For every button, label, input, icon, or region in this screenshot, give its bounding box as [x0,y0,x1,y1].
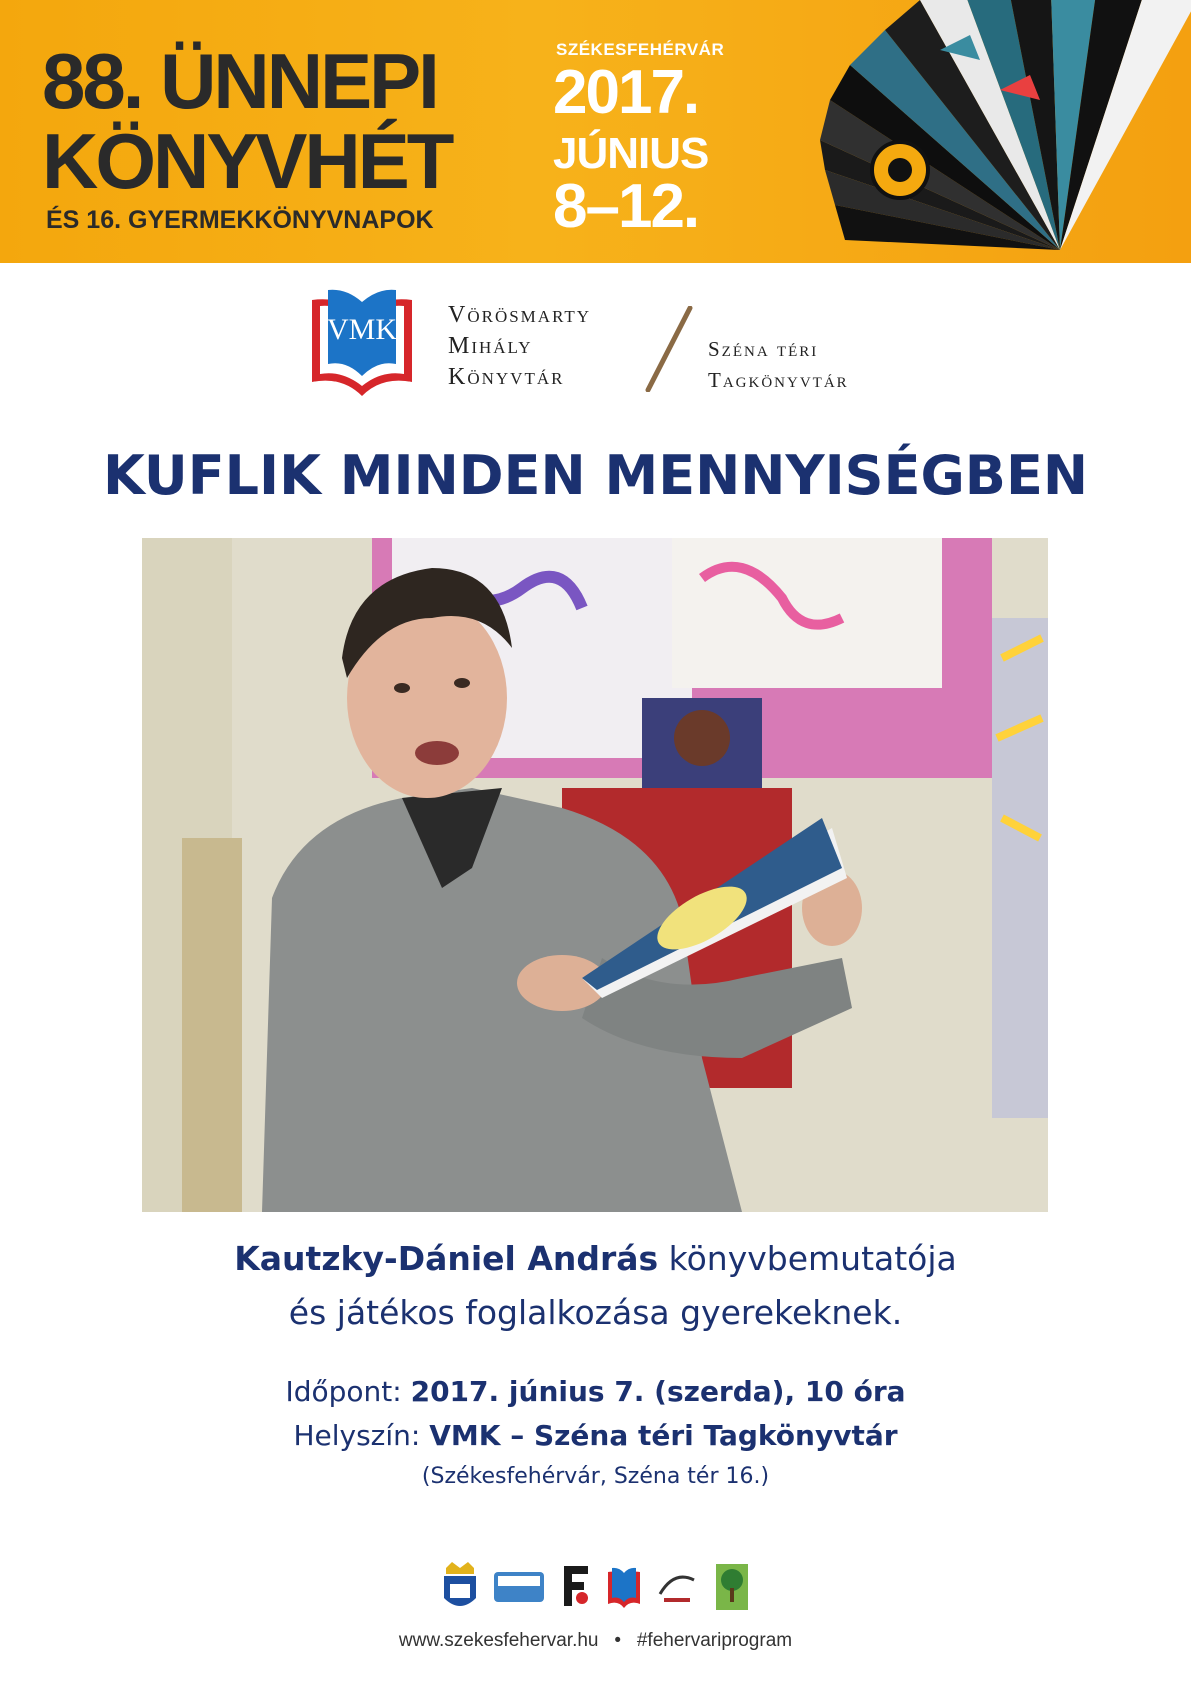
vmk-logo-text: VMK [326,313,398,346]
place-row [0,1414,1191,1458]
description-rest: könyvbemutatója [658,1239,957,1278]
time-label: Időpont: [285,1375,411,1408]
banner-year: 2017. [553,58,699,127]
vmk-book-icon [604,1560,644,1614]
time-row [0,1370,1191,1414]
footer-links [0,1630,1191,1652]
description-line1 [0,1232,1191,1286]
library-name-line3: Könyvtár [448,364,565,390]
library-name [448,300,591,393]
fehervar-f-icon [558,1560,594,1614]
website-link[interactable]: www.szekesfehervar.hu [398,1630,599,1651]
ship-logo-icon [654,1560,700,1614]
place-value: VMK – Széna téri Tagkönyvtár [429,1419,898,1452]
place-label: Helyszín: [293,1419,430,1452]
branch-name [708,334,849,396]
event-description [0,1232,1191,1340]
banner-title-line2: KÖNYVHÉT [42,117,452,205]
time-value: 2017. június 7. (szerda), 10 óra [410,1375,906,1408]
presenter-photo [142,538,1048,1212]
library-name-line2: Mihály [448,333,533,359]
city-crest-icon [440,1560,480,1614]
event-title: KUFLIK MINDEN MENNYISÉGBEN [102,444,1089,507]
presenter-name: Kautzky-Dániel András [234,1239,659,1278]
banner-title-line1: 88. ÜNNEPI [42,37,437,125]
banner-days: 8–12. [553,172,699,241]
hashtag-text: #fehervariprogram [636,1630,793,1651]
header-banner [0,0,1191,263]
branch-name-line1: Széna téri [708,337,819,361]
description-line2: és játékos foglalkozása gyerekeknek. [288,1293,903,1332]
banner-month: JÚNIUS [553,129,709,178]
book-fan-illustration [820,0,1191,263]
banner-subtitle: ÉS 16. GYERMEKKÖNYVNAPOK [46,206,434,234]
event-info [0,1370,1191,1496]
vmk-logo-icon [302,284,422,404]
branch-name-line2: Tagkönyvtár [708,368,849,392]
tree-logo-icon [712,1560,752,1614]
footer-separator: • [614,1630,621,1651]
library-name-line1: Vörösmarty [448,302,592,328]
address: (Székesfehérvár, Széna tér 16.) [421,1464,770,1489]
tele-elettel-icon [492,1560,546,1614]
banner-city: SZÉKESFEHÉRVÁR [556,40,725,59]
sponsor-logos [440,1560,760,1614]
divider-slash [640,306,700,392]
